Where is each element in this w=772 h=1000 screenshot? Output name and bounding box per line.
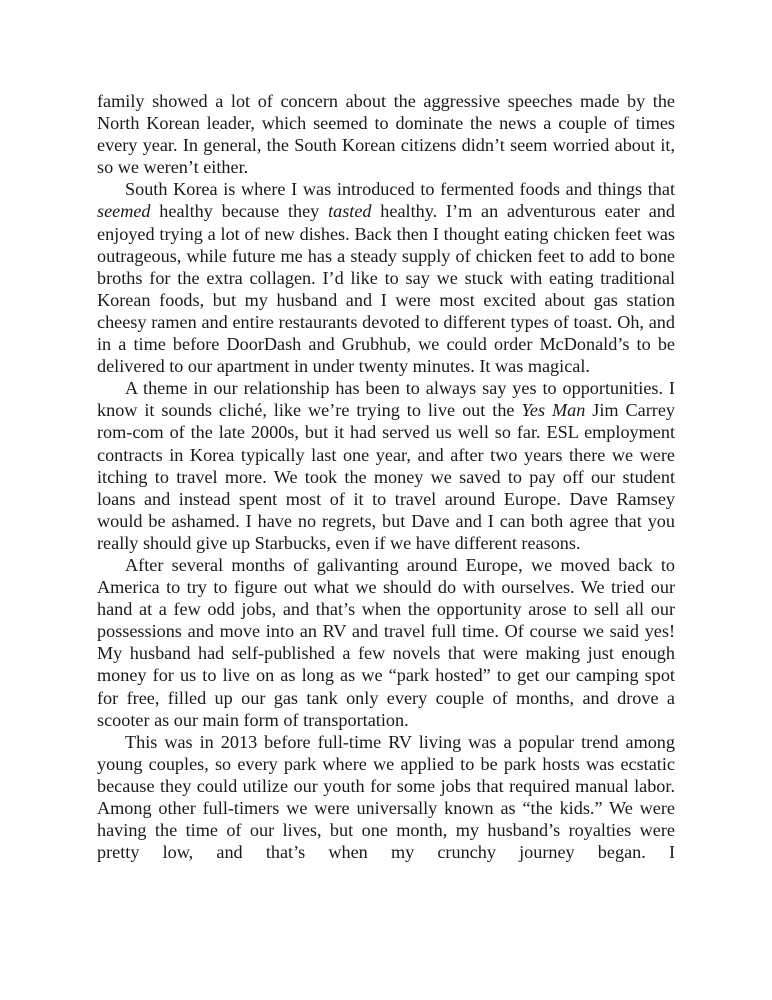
- paragraph-text: This was in 2013 before full-time RV living was a popular trend among young couples, so every park where we applied to be park hosts was ecstatic because they could utilize our youth for some jobs that required manual labor. Among other full-timers we were universally known as “the kids.” We were having the time of our lives, but one month, my husband’s royalties were pretty low, and that’s when my crunchy journey began. I: [97, 731, 675, 863]
- paragraph-text: A theme in our relationship has been to always say yes to opportunities. I know it sounds cliché, like we’re trying to live out the: [97, 378, 675, 421]
- paragraph-text: healthy because they: [150, 201, 329, 222]
- paragraph-text: After several months of galivanting around Europe, we moved back to America to try to figure out what we should do with ourselves. We tried our hand at a few odd jobs, and that’s when the opportunity arose to sell all our possessions and move into an RV and travel full time. Of course we said yes! My husband had self-published a few novels that were making just enough money for us to live on as long as we “park hosted” to get our camping spot for free, filled up our gas tank only every couple of months, and drove a scooter as our main form of transportation.: [97, 554, 675, 730]
- paragraph-text: family showed a lot of concern about the aggressive speeches made by the North Korean leader, which seemed to dominate the news a couple of times every year. In general, the South Korean citizens didn’t seem worried about it, so we weren’t either.: [97, 91, 675, 178]
- paragraph-text: South Korea is where I was introduced to fermented foods and things that: [125, 179, 675, 200]
- paragraph-1: [97, 90, 675, 178]
- paragraph-2: [97, 178, 675, 377]
- paragraph-5: [97, 731, 675, 864]
- paragraph-4: [97, 554, 675, 731]
- movie-title: Yes Man: [521, 400, 586, 421]
- paragraph-text: Jim Carrey rom-com of the late 2000s, but it had served us well so far. ESL employment contracts in Korea typically last one year, and after two years there we were itching to travel more. We took the money we saved to pay off our student loans and instead spent most of it to travel around Europe. Dave Ramsey would be ashamed. I have no regrets, but Dave and I can both agree that you really should give up Starbucks, even if we have different reasons.: [97, 400, 676, 553]
- paragraph-3: [97, 377, 675, 554]
- paragraph-text: healthy. I’m an adventurous eater and enjoyed trying a lot of new dishes. Back then I thought eating chicken feet was outrageous, while future me has a steady supply of chicken feet to add to bone broths for the extra collagen. I’d like to say we stuck with eating traditional Korean foods, but my husband and I were most excited about gas station cheesy ramen and entire restaurants devoted to different types of toast. Oh, and in a time before DoorDash and Grubhub, we could order McDonald’s to be delivered to our apartment in under twenty minutes. It was magical.: [97, 201, 675, 377]
- document-page: [97, 90, 675, 863]
- italic-emphasis: seemed: [97, 201, 151, 222]
- italic-emphasis: tasted: [328, 201, 372, 222]
